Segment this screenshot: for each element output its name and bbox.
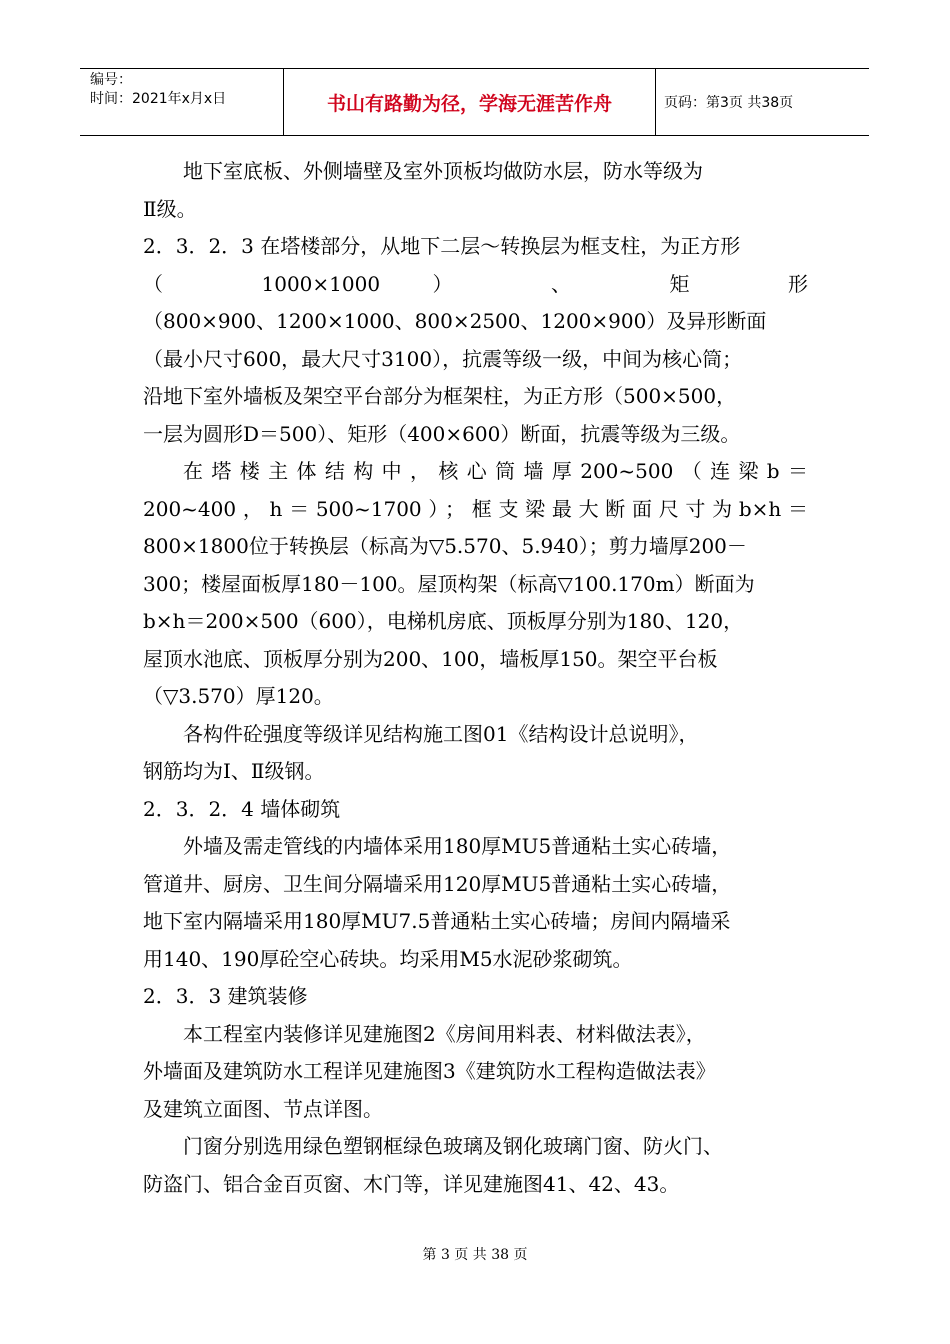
document-number-label: 编号： <box>90 72 132 88</box>
body-line: 各构件砼强度等级详见结构施工图01《结构设计总说明》， <box>183 721 699 746</box>
body-line: 800×1800位于转换层（标高为▽5.570、5.940）；剪力墙厚200－ <box>143 534 747 558</box>
body-line: 门窗分别选用绿色塑钢框绿色玻璃及钢化玻璃门窗、防火门、 <box>183 1134 723 1158</box>
body-line: 及建筑立面图、节点详图。 <box>143 1096 383 1121</box>
body-line: 一层为圆形D＝500）、矩形（400×600）断面，抗震等级为三级。 <box>143 421 741 446</box>
body-line: 2．3．2．4 墙体砌筑 <box>143 796 341 821</box>
document-body <box>143 153 808 1203</box>
body-line: Ⅱ级。 <box>143 196 197 221</box>
page-header <box>80 68 869 136</box>
body-line: （▽3.570）厚120。 <box>143 684 334 708</box>
body-line: （800×900、1200×1000、800×2500、1200×900）及异形断面 <box>143 309 767 333</box>
page-footer: 第 3 页 共 38 页 <box>422 1247 528 1263</box>
body-line: 屋顶水池底、顶板厚分别为200、100，墙板厚150。架空平台板 <box>143 646 718 671</box>
body-line: 2．3．2．3 在塔楼部分，从地下二层～转换层为框支柱，为正方形 <box>143 234 741 258</box>
body-line: b×h＝200×500（600），电梯机房底、顶板厚分别为180、120， <box>143 609 744 633</box>
body-line: 2．3．3 建筑装修 <box>143 984 308 1008</box>
body-line: 外墙面及建筑防水工程详见建施图3《建筑防水工程构造做法表》 <box>143 1059 716 1083</box>
body-line: 在塔楼主体结构中，核心筒墙厚200~500（连梁b＝ <box>183 459 808 483</box>
body-line: （最小尺寸600，最大尺寸3100），抗震等级一级，中间为核心筒； <box>143 346 743 371</box>
body-line: 用140、190厚砼空心砖块。均采用M5水泥砂浆砌筑。 <box>143 946 633 971</box>
body-line: 外墙及需走管线的内墙体采用180厚MU5普通粘土实心砖墙， <box>183 834 732 858</box>
header-motto: 书山有路勤为径，学海无涯苦作舟 <box>284 69 656 135</box>
body-line: 钢筋均为Ⅰ、Ⅱ级钢。 <box>143 759 325 783</box>
body-line: 沿地下室外墙板及架空平台部分为框架柱，为正方形（500×500， <box>143 384 737 408</box>
body-line: （ 1000×1000 ） 、 矩 形 <box>143 271 808 296</box>
body-line: 300；楼屋面板厚180－100。屋顶构架（标高▽100.170m）断面为 <box>143 571 755 596</box>
body-line: 本工程室内装修详见建施图2《房间用料表、材料做法表》， <box>183 1021 706 1046</box>
body-line: 防盗门、铝合金百页窗、木门等，详见建施图41、42、43。 <box>143 1171 680 1196</box>
header-page-info: 页码：第3页 共38页 <box>664 95 794 111</box>
body-line: 地下室底板、外侧墙壁及室外顶板均做防水层，防水等级为 <box>183 159 703 183</box>
header-meta <box>80 69 284 135</box>
body-line: 200~400，h＝500~1700）；框支梁最大断面尺寸为b×h＝ <box>143 496 808 521</box>
document-time-label: 时间：2021年x月x日 <box>90 91 227 107</box>
body-line: 管道井、厨房、卫生间分隔墙采用120厚MU5普通粘土实心砖墙， <box>143 871 732 896</box>
body-line: 地下室内隔墙采用180厚MU7.5普通粘土实心砖墙；房间内隔墙采 <box>143 909 731 933</box>
